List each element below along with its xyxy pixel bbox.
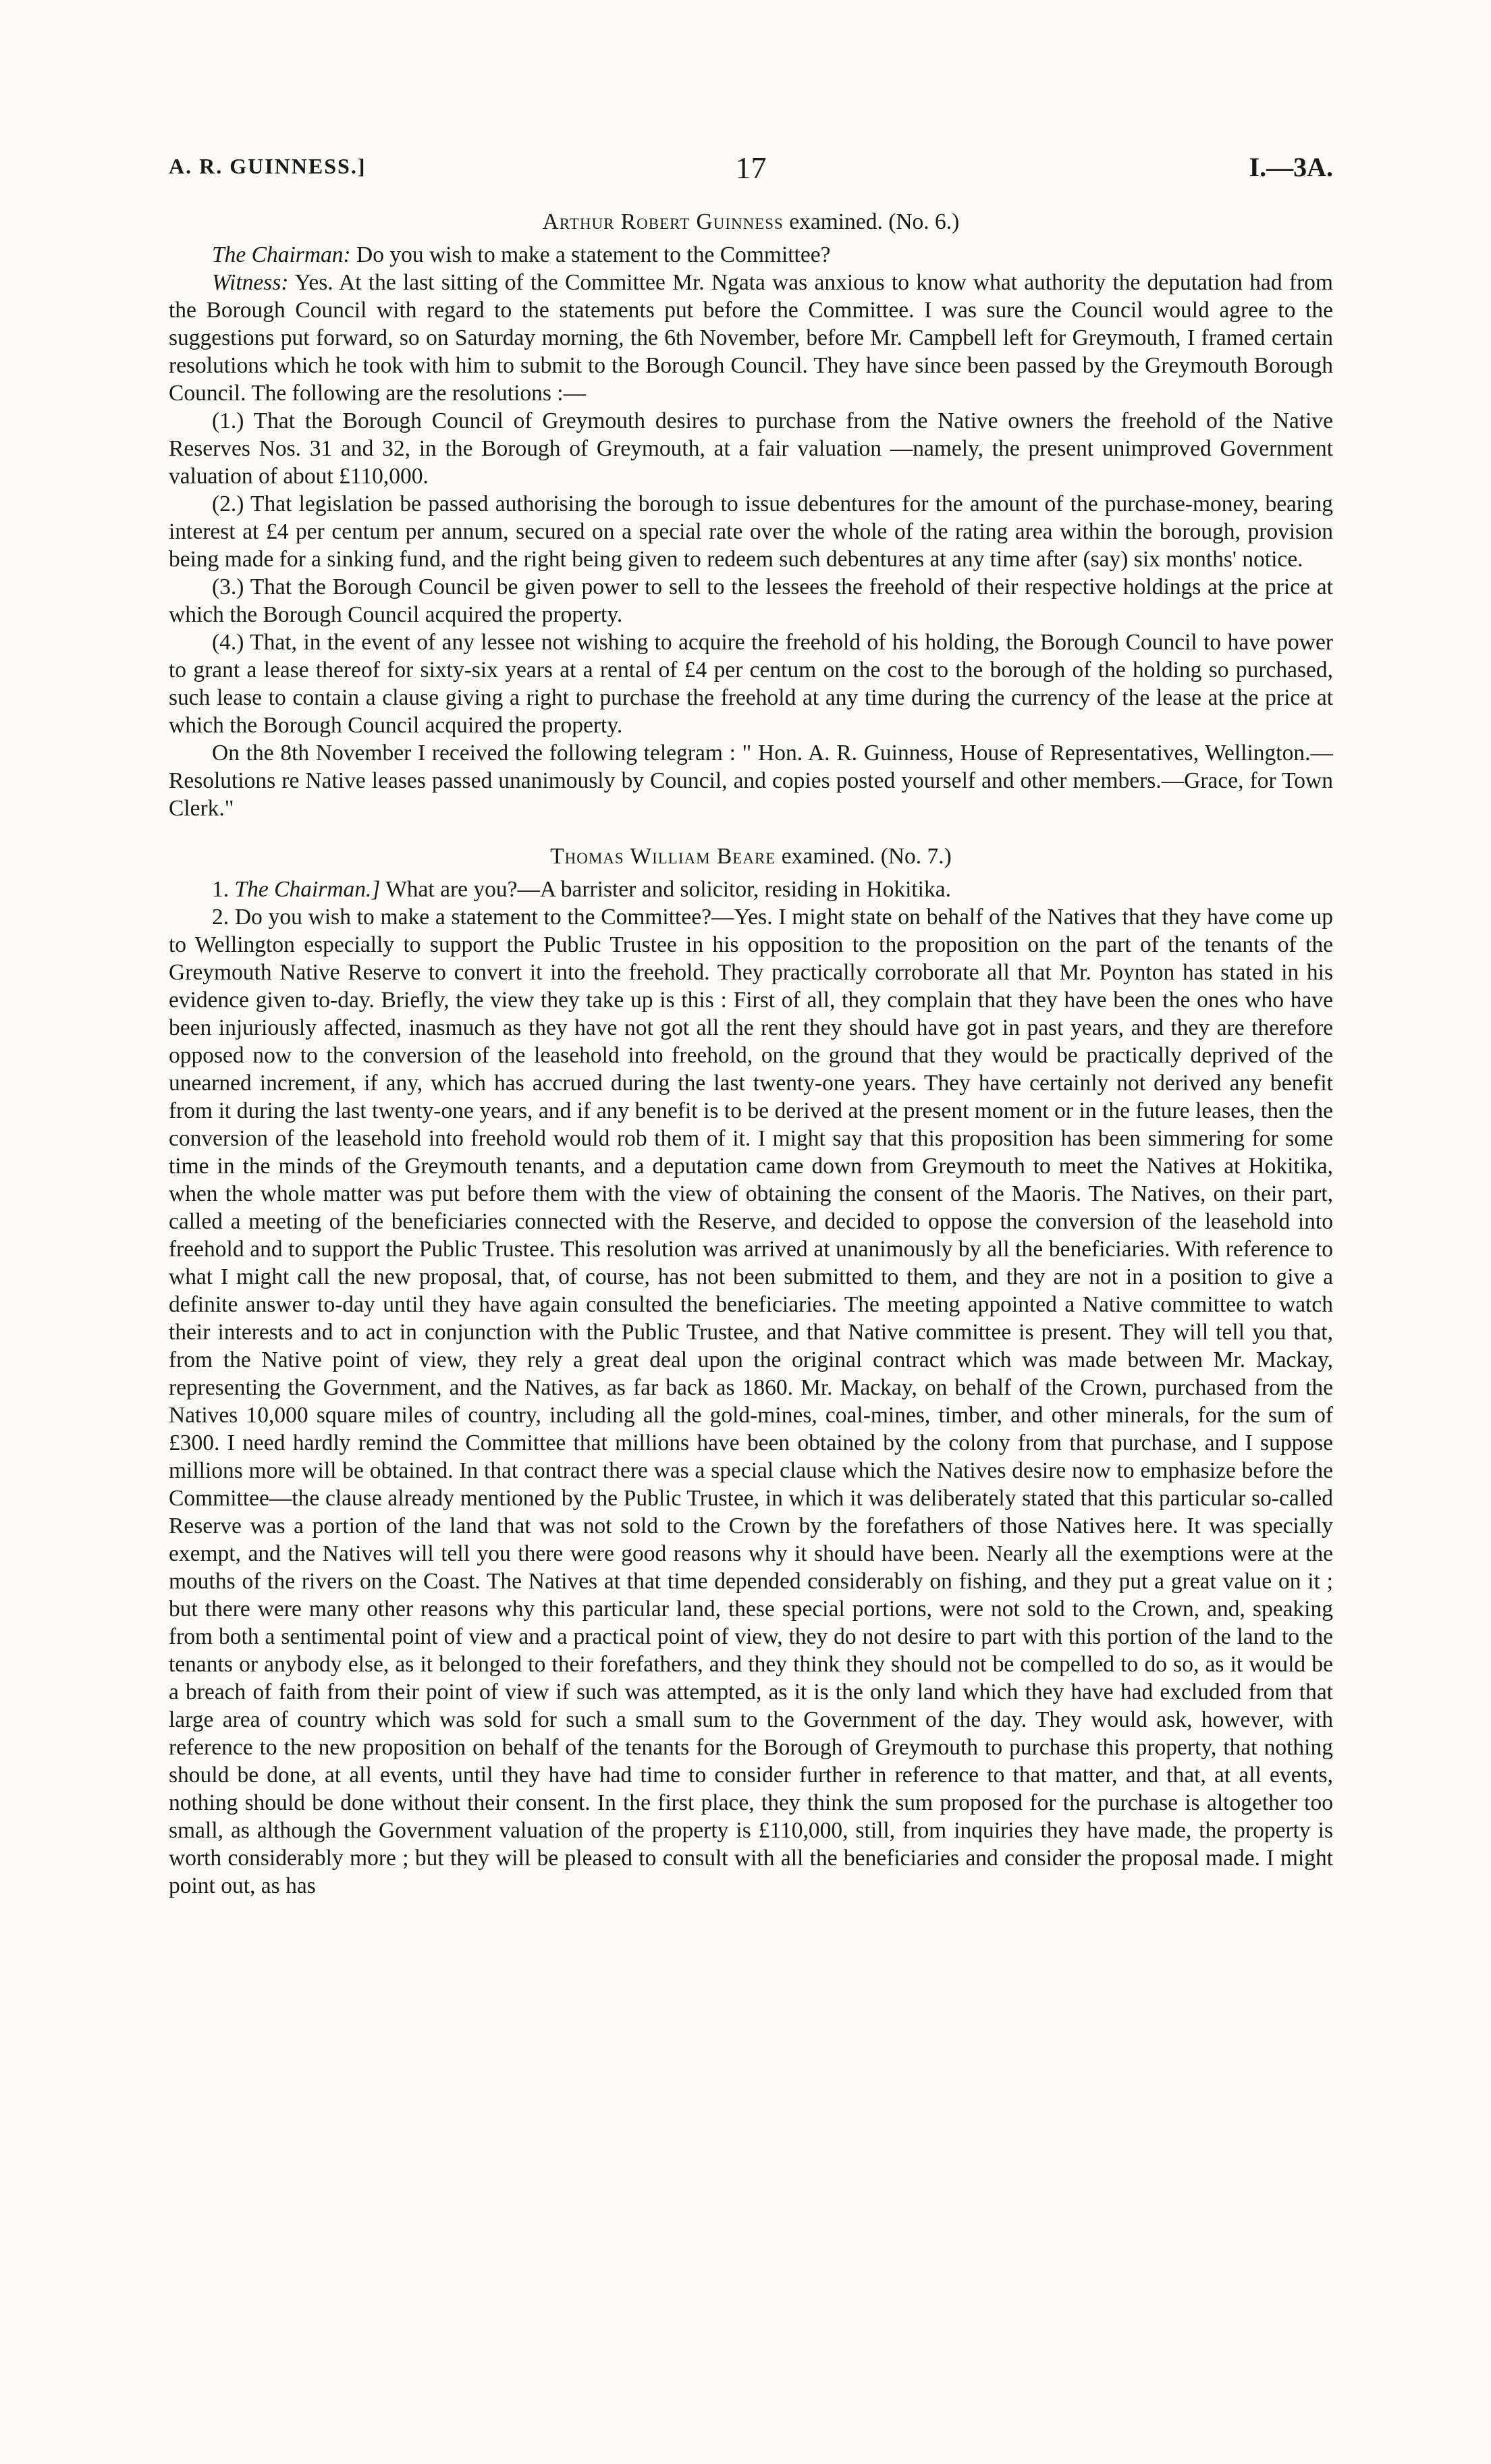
- paragraph-text: What are you?—A barrister and solicitor, residing in Hokitika.: [380, 877, 951, 902]
- page-number: 17: [735, 151, 767, 185]
- resolution-2: (2.) That legislation be passed authorising the borough to issue debentures for the amount of the purchase-money, bearing interest at £4 per centum per annum, secured on a special rate over the whole of the rating area within the borough, provision being made for a sinking fund, and the right being given to redeem such debentures at any time after (say) six months' notice.: [169, 491, 1333, 572]
- resolution-1: (1.) That the Borough Council of Greymouth desires to purchase from the Native owners the freehold of the Native Reserves Nos. 31 and 32, in the Borough of Greymouth, at a fair valuation —namely, the present unimproved Government valuation of about £110,000.: [169, 408, 1333, 489]
- speaker-label: Witness:: [212, 270, 289, 295]
- telegram-paragraph: On the 8th November I received the following telegram : " Hon. A. R. Guinness, House of Representatives, Wellington.—Resolutions re Native leases passed unanimously by Council, and copies posted yourself and other members.—Grace, for Town Clerk.": [169, 741, 1333, 821]
- section-heading-no7: [169, 842, 1333, 870]
- witness-name-beare: Thomas William Beare: [550, 844, 776, 869]
- heading-suffix: examined. (No. 7.): [776, 844, 952, 869]
- resolution-4: (4.) That, in the event of any lessee not wishing to acquire the freehold of his holding, the Borough Council to have power to grant a lease thereof for sixty-six years at a rental of £4 per centum on the cost to the borough of the holding so purchased, such lease to contain a clause giving a right to purchase the freehold at any time during the currency of the lease at the price at which the Borough Council acquired the property.: [169, 630, 1333, 738]
- running-header: [169, 150, 1333, 190]
- speaker-label: The Chairman:: [212, 242, 351, 267]
- question-1: [169, 876, 1333, 903]
- witness-name-guinness: Arthur Robert Guinness: [542, 209, 784, 234]
- body-text: [169, 208, 1333, 1900]
- heading-suffix: examined. (No. 6.): [783, 209, 960, 234]
- header-witness-name: A. R. GUINNESS.]: [169, 154, 367, 178]
- section-heading-no6: [169, 208, 1333, 236]
- paragraph-text: Yes. At the last sitting of the Committee Mr. Ngata was anxious to know what authority the deputation had from the Borough Council with regard to the statements put before the Committee. I was sure the Council would agree to the suggestions put forward, so on Saturday morning, the 6th November, before Mr. Campbell left for Greymouth, I framed certain resolutions which he took with him to submit to the Borough Council. They have since been passed by the Greymouth Borough Council. The following are the resolutions :—: [169, 270, 1333, 406]
- chairman-question: [169, 241, 1333, 269]
- document-reference: I.—3A.: [1249, 152, 1333, 182]
- speaker-label: The Chairman.]: [234, 877, 381, 902]
- witness-statement: [169, 269, 1333, 407]
- question-2: 2. Do you wish to make a statement to the Committee?—Yes. I might state on behalf of the Natives that they have come up to Wellington especially to support the Public Trustee in his opposition to the proposition on the part of the tenants of the Greymouth Native Reserve to convert it into the freehold. They practically corroborate all that Mr. Poynton has stated in his evidence given to-day. Briefly, the view they take up is this : First of all, they complain that they have been the ones who have been injuriously affected, inasmuch as they have not got all the rent they should have got in past years, and they are therefore opposed now to the conversion of the leasehold into freehold, on the ground that they would be practically deprived of the unearned increment, if any, which has accrued during the last twenty-one years. They have certainly not derived any benefit from it during the last twenty-one years, and if any benefit is to be derived at the present moment or in the future leases, then the conversion of the leasehold into freehold would rob them of it. I might say that this proposition has been simmering for some time in the minds of the Greymouth tenants, and a deputation came down from Greymouth to meet the Natives at Hokitika, when the whole matter was put before them with the view of obtaining the consent of the Maoris. The Natives, on their part, called a meeting of the beneficiaries connected with the Reserve, and decided to oppose the conversion of the leasehold into freehold and to support the Public Trustee. This resolution was arrived at unanimously by all the beneficiaries. With reference to what I might call the new proposal, that, of course, has not been submitted to them, and they are not in a position to give a definite answer to-day until they have again consulted the beneficiaries. The meeting appointed a Native committee to watch their interests and to act in conjunction with the Public Trustee, and that Native committee is present. They will tell you that, from the Native point of view, they rely a great deal upon the original contract which was made between Mr. Mackay, representing the Government, and the Natives, as far back as 1860. Mr. Mackay, on behalf of the Crown, purchased from the Natives 10,000 square miles of country, including all the gold-mines, coal-mines, timber, and other minerals, for the sum of £300. I need hardly remind the Committee that millions have been obtained by the colony from that purchase, and I suppose millions more will be obtained. In that contract there was a special clause which the Natives desire now to emphasize before the Committee—the clause already mentioned by the Public Trustee, in which it was deliberately stated that this particular so-called Reserve was a portion of the land that was not sold to the Crown by the forefathers of those Natives here. It was specially exempt, and the Natives will tell you there were good reasons why it should have been. Nearly all the exemptions were at the mouths of the rivers on the Coast. The Natives at that time depended considerably on fishing, and they put a great value on it ; but there were many other reasons why this particular land, these special portions, were not sold to the Crown, and, speaking from both a sentimental point of view and a practical point of view, they do not desire to part with this portion of the land to the tenants or anybody else, as it belonged to their forefathers, and they think they should not be compelled to do so, as it would be a breach of faith from their point of view if such was attempted, as it is the only land which they have had excluded from that large area of country which was sold for such a small sum to the Government of the day. They would ask, however, with reference to the new proposition on behalf of the tenants for the Borough of Greymouth to purchase this property, that nothing should be done, at all events, until they have had time to consider further in reference to that matter, and that, at all events, nothing should be done without their consent. In the first place, they think the sum proposed for the purchase is altogether too small, as although the Government valuation of the property is £110,000, still, from inquiries they have made, the property is worth considerably more ; but they will be pleased to consult with all the beneficiaries and consider the proposal made. I might point out, as has: [169, 905, 1333, 1898]
- resolution-3: (3.) That the Borough Council be given power to sell to the lessees the freehold of their respective holdings at the price at which the Borough Council acquired the property.: [169, 574, 1333, 627]
- paragraph-text: Do you wish to make a statement to the Committee?: [350, 242, 831, 267]
- question-number: 1.: [212, 877, 235, 902]
